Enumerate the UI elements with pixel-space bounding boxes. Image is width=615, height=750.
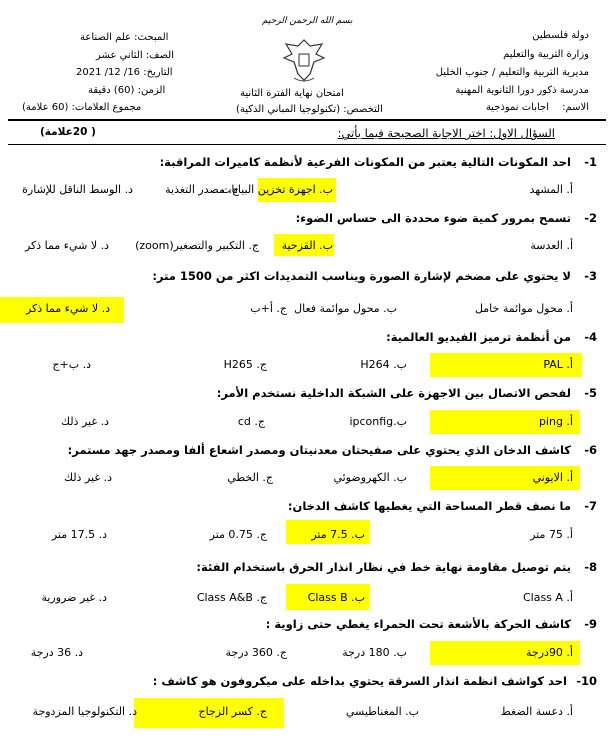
question-8-option-c: ج. Class A&B — [196, 591, 267, 604]
header-right-1: دولة فلسطين — [532, 30, 589, 41]
question-1-option-b: ب. اجهزة تخزين البيانات — [221, 183, 333, 196]
specialization: التخصص: (تكنولوجيا المباني الذكية) — [236, 104, 383, 115]
question-8-option-d: د. غير ضرورية — [41, 591, 107, 604]
question-1-text: احد المكونات التالية يعتبر من المكونات الفرعية لأنظمة كاميرات المراقبة: — [159, 155, 571, 169]
question-9-option-a: أ. 90درجة — [526, 646, 573, 659]
question-3-text: لا يحتوي على مضخم لإشارة الصورة ويناسب التمديدات اكثر من 1500 متر: — [152, 269, 571, 283]
question-2-option-a: أ. العدسة — [530, 239, 573, 252]
question-7-number: 7- — [584, 499, 597, 513]
question-5-option-c: ج. cd — [237, 415, 265, 428]
question-4-option-d: د. ب+ج — [52, 358, 91, 371]
basmala: بسم الله الرحمن الرحيم — [262, 16, 353, 26]
section-divider — [8, 144, 606, 145]
question-10-option-c: ج. كسر الزجاج — [198, 705, 267, 718]
question-3-option-d: د. لا شيء مما ذكر — [25, 302, 110, 315]
question-1-option-c: ج. مصدر التغذية — [165, 183, 239, 196]
question-5-option-a: أ. ping — [538, 415, 573, 428]
question-6-number: 6- — [584, 443, 597, 457]
question-3-number: 3- — [584, 269, 597, 283]
question-2-option-d: د. لا شيء مما ذكر — [24, 239, 109, 252]
question-5-option-d: د. غير ذلك — [60, 415, 109, 428]
question-9-option-d: د. 36 درجة — [30, 646, 83, 659]
header-left-4: الزمن: (60) دقيقة — [88, 85, 166, 96]
question-9-text: كاشف الحركة بالأشعة تحت الحمراء يغطي حتى زاوية : — [265, 617, 571, 631]
header-left-2: الصف: الثاني عشر — [96, 50, 174, 61]
question-5-text: لفحص الاتصال بين الاجهزة على الشبكة الداخلية نستخدم الأمر: — [216, 386, 571, 400]
section-title: السؤال الاول: اختر الاجابة الصحيحة فيما يأتي: — [337, 126, 555, 140]
question-9-number: 9- — [584, 617, 597, 631]
section-marks: ( 20علامة) — [40, 126, 96, 138]
header-right-3: مديرية التربية والتعليم / جنوب الخليل — [435, 67, 589, 78]
question-7-text: ما نصف قطر المساحة التي يغطيها كاشف الدخان: — [287, 499, 571, 513]
question-7-option-d: د. 17.5 متر — [51, 528, 107, 541]
question-4-number: 4- — [584, 330, 597, 344]
question-6-option-a: أ. الايوني — [532, 471, 573, 484]
question-1-option-d: د. الوسط الناقل للإشارة — [22, 183, 133, 196]
question-8-option-a: أ. Class A — [522, 591, 573, 604]
question-3-option-c: ج. أ+ب — [250, 302, 287, 315]
question-10-option-b: ب. المغناطيسي — [345, 705, 419, 718]
question-6-option-c: ج. الخطي — [227, 471, 273, 484]
question-2-number: 2- — [584, 211, 597, 225]
question-7-option-b: ب. 7.5 متر — [311, 528, 365, 541]
question-4-option-b: ب. H264 — [360, 358, 407, 371]
question-3-option-a: أ. محول موائمة خامل — [474, 302, 573, 315]
header-right-2: وزارة التربية والتعليم — [503, 49, 589, 60]
question-3-option-b: ب. محول موائمة فعال — [294, 302, 397, 315]
question-4-option-c: ج. H265 — [223, 358, 267, 371]
question-2-option-c: ج. التكبير والتصغير(zoom) — [135, 239, 259, 252]
question-10-option-a: أ. دعسة الضغط — [500, 705, 573, 718]
name-value: اجابات نموذجية — [485, 102, 549, 113]
question-6-option-b: ب. الكهروضوئي — [333, 471, 407, 484]
total-marks: مجموع العلامات: (60 علامة) — [22, 102, 142, 113]
question-10-number: 10- — [576, 674, 597, 688]
eagle-emblem-icon — [276, 34, 332, 86]
question-2-option-b: ب. القزحية — [281, 239, 333, 252]
question-7-option-a: أ. 75 متر — [530, 528, 573, 541]
header-divider — [8, 119, 606, 121]
question-9-option-c: ج. 360 درجة — [225, 646, 287, 659]
question-4-option-a: أ. PAL — [543, 358, 573, 371]
question-8-number: 8- — [584, 560, 597, 574]
question-1-number: 1- — [584, 155, 597, 169]
exam-title: امتحان نهاية الفترة الثانية — [240, 88, 344, 99]
question-7-option-c: ج. 0.75 متر — [209, 528, 267, 541]
header-left-3: التاريخ: 16/ 12/ 2021 — [76, 67, 173, 78]
question-2-text: تسمح بمرور كمية ضوء محددة الى حساس الضوء: — [295, 211, 571, 225]
question-9-option-b: ب. 180 درجة — [342, 646, 407, 659]
question-5-option-b: ب.ipconfig — [349, 415, 407, 428]
question-10-option-d: د. التكنولوجيا المزدوجة — [32, 705, 137, 718]
question-10-text: احد كواشف انظمة انذار السرقة يحتوي بداخله على ميكروفون هو كاشف : — [152, 674, 567, 688]
question-5-number: 5- — [584, 386, 597, 400]
question-1-option-a: أ. المشهد — [529, 183, 573, 196]
question-6-text: كاشف الدخان الذي يحتوي على صفيحتان معدنيتان ومصدر اشعاع ألفا ومصدر جهد مستمر: — [67, 443, 571, 457]
header-left-1: المبحث: علم الصناعة — [80, 32, 169, 43]
name-label: الاسم: — [562, 102, 589, 113]
question-8-text: يتم توصيل مقاومة نهاية خط في نظار انذار الحرق باستخدام الفئة: — [196, 560, 571, 574]
header-right-4: مدرسة ذكور دورا الثانوية المهنية — [455, 85, 589, 96]
question-4-text: من أنظمة ترميز الفيديو العالمية: — [386, 330, 571, 344]
question-8-option-b: ب. Class B — [307, 591, 365, 604]
question-6-option-d: د. غير ذلك — [63, 471, 112, 484]
